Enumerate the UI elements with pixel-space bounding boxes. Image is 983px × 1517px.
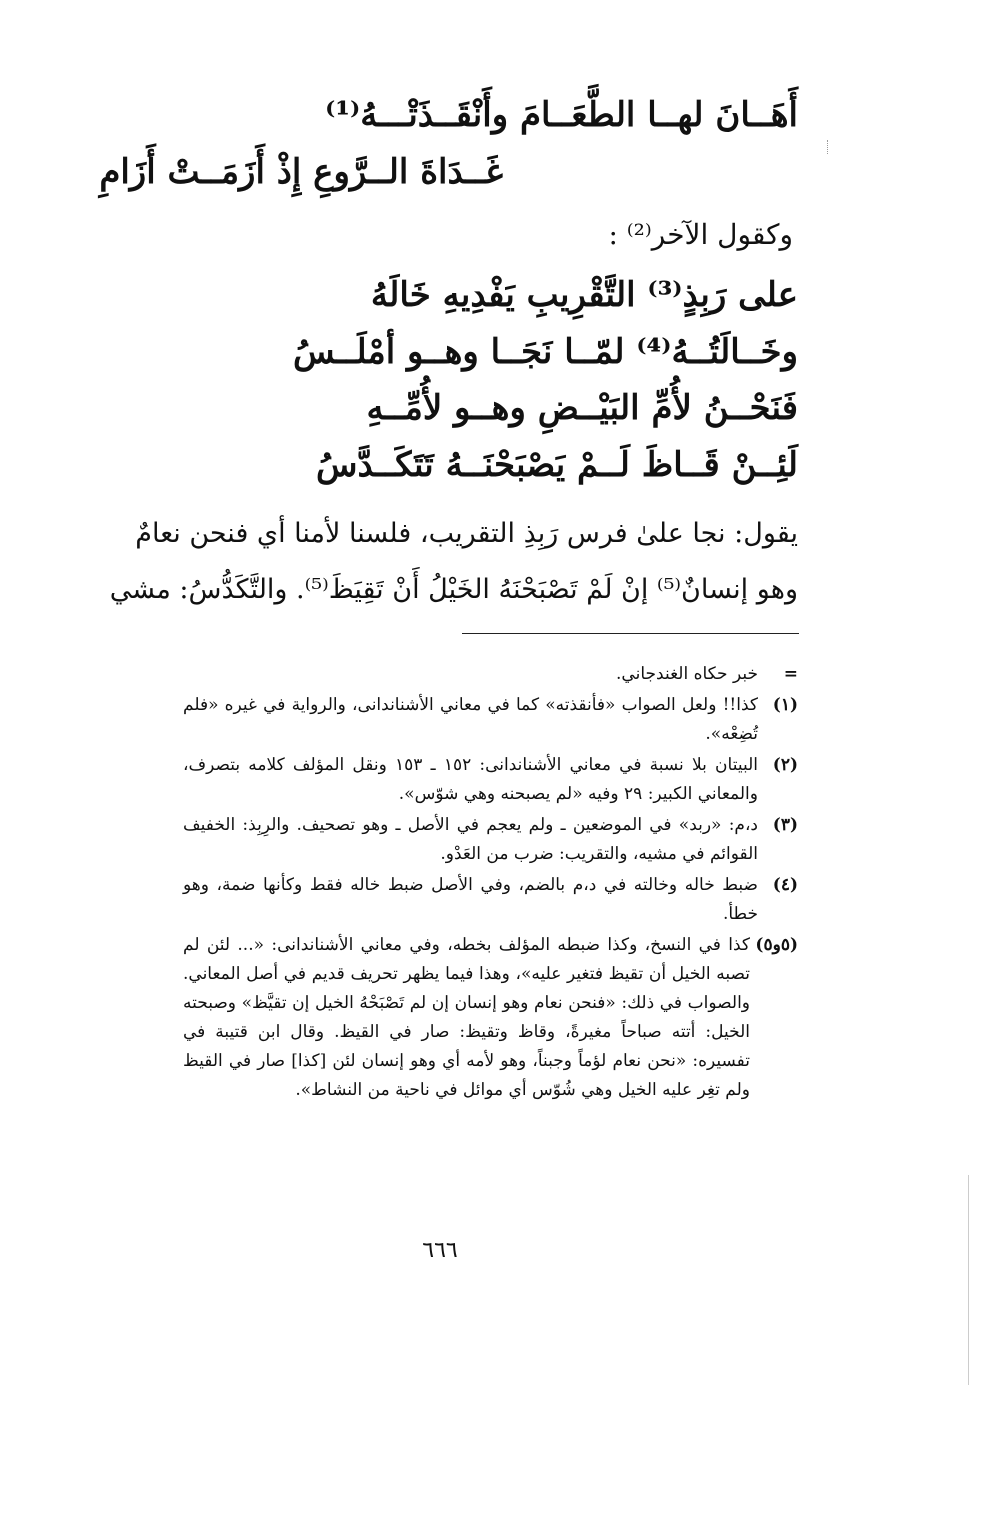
footnote-number: (٢)	[772, 755, 798, 775]
footnote-number: (٤)	[772, 875, 798, 895]
footnote-continuation-text: خبر حكاه الغندجاني.	[616, 664, 758, 684]
commentary-line-1: يقول: نجا علىٰ فرس رَبِذِ التقريب، فلسنا لأمنا أي فنحن نعامٌ	[135, 518, 798, 549]
page-number: ٦٦٦	[422, 1238, 458, 1263]
verse-intro: وكقول الآخر⁽²⁾ :	[608, 218, 793, 251]
verse-line-5: فَنَحْــنُ لأُمِّ البَيْــضِ وهــو لأُمِّــهِ	[366, 388, 798, 428]
footnote-text: البيتان بلا نسبة في معاني الأشناندانى: ١٥٢ ـ ١٥٣ ونقل المؤلف كلامه بتصرف، والمعاني الكبير: ٢٩ وفيه «لم يصبحنه وهي شوّس».	[183, 755, 759, 804]
footnote-text: كذا!! ولعل الصواب «فأنقذته» كما في معاني الأشناندانى، والرواية في غيره «فلم تُضِعْه».	[183, 695, 758, 744]
footnote-text: كذا في النسخ، وكذا ضبطه المؤلف بخطه، وفي معاني الأشناندانى: «... لئن لم تصبه الخيل أن تقيظ فتغير عليه»، وهذا فيما يظهر تحريف قديم في أصل المعاني. والصواب في ذلك: «فنحن نعام وهو إنسان إن لم تَصْبَحْهُ الخيل إن تقيَّظ» وصبحته الخيل: أتته صباحاً مغيرةً، وقاظ وتقيظ: صار في القيظ. وقال ابن قتيبة في تفسيره: «نحن نعام لؤماً وجبناً، وهو لأمه أي وهو إنسان لئن [كذا] صار في القيظ ولم تغِر عليه الخيل وهي شُوّس أي موائل في ناحية من النشاط».	[183, 935, 750, 1100]
footnote-5	[183, 931, 798, 1105]
footnote-text: د،م: «ربد» في الموضعين ـ ولم يعجم في الأصل ـ وهو تصحيف. والرِبِذ: الخفيف القوائم في مشيه، والتقريب: ضرب من العَدْو.	[183, 815, 758, 864]
footnote-continuation	[183, 660, 798, 689]
verse-line-1: أَهَــانَ لهــا الطَّعَــامَ وأَنْقَــذَتْـــهُ⁽¹⁾	[325, 95, 798, 135]
footnote-number: (١)	[772, 695, 798, 715]
scan-edge-line	[968, 1175, 969, 1385]
footnotes	[183, 660, 798, 1107]
footnote-separator	[462, 633, 799, 634]
footnote-1	[183, 691, 798, 749]
verse-line-3: على رَبِذٍ⁽³⁾ التَّقْرِيبِ يَفْدِيهِ خَالَهُ	[370, 275, 798, 315]
footnote-number: (٣)	[772, 815, 798, 835]
verse-line-4: وخَــالَتُــهُ⁽⁴⁾ لمّــا نَجَــا وهــو أمْلَــسُ	[292, 332, 798, 372]
footnote-continuation-mark: =	[783, 664, 798, 684]
footnote-4	[183, 871, 798, 929]
verse-line-2: غَــدَاةَ الــرَّوعِ إِذْ أَزَمَــتْ أَزَامِ	[99, 152, 503, 192]
verse-line-6: لَئِــنْ قَــاظَ لَــمْ يَصْبَحْنَــهُ تَتَكَــدَّسُ	[316, 445, 798, 485]
footnote-3	[183, 811, 798, 869]
commentary-line-2: وهو إنسانٌ⁽⁵⁾ إنْ لَمْ تَصْبَحْنَهُ الخَيْلُ أَنْ تَقِيَظَ⁽⁵⁾. والتَّكَدُّسُ: مشي	[109, 574, 798, 605]
footnote-text: ضبط خاله وخالته في د،م بالضم، وفي الأصل ضبط خاله فقط وكأنها ضمة، وهو خطأ.	[183, 875, 758, 924]
footnote-number: (٥و٥)	[755, 935, 798, 955]
margin-speck	[827, 140, 831, 154]
footnote-2	[183, 751, 798, 809]
